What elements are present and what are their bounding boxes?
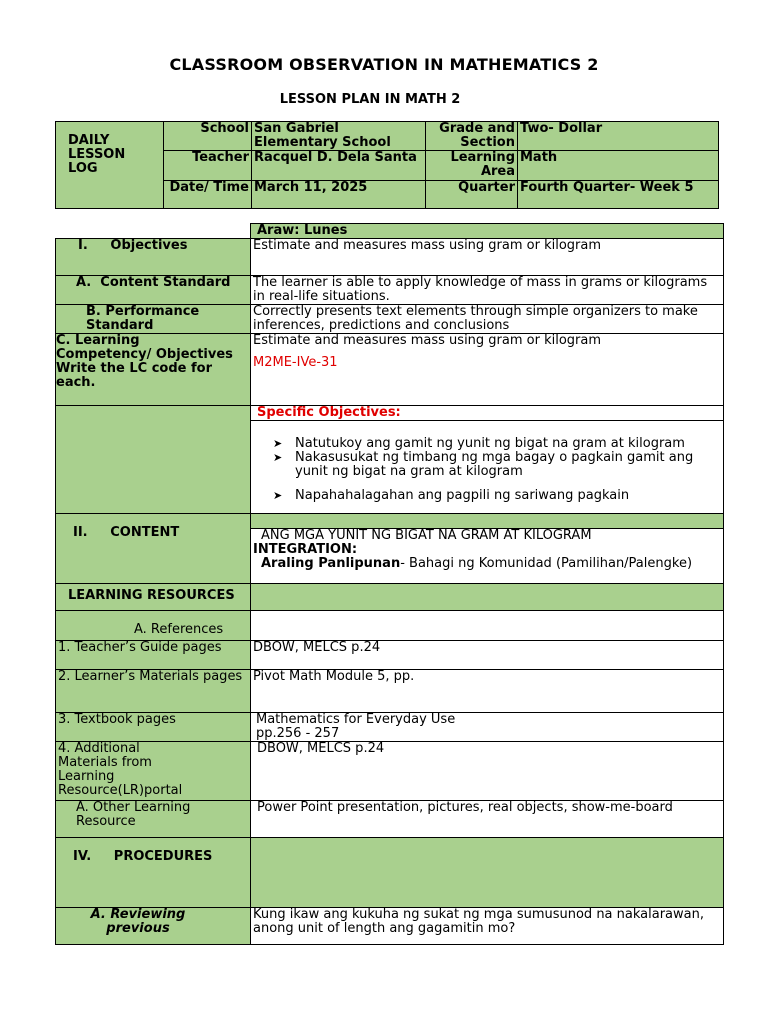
document-title: CLASSROOM OBSERVATION IN MATHEMATICS 2 [169,55,599,74]
integration-label: INTEGRATION: [253,542,358,557]
references-label: A. References [56,611,251,641]
date-value: March 11, 2025 [252,181,426,209]
integration-line: Araling Panlipunan- Bahagi ng Komunidad (Pamilihan/Palengke) [261,556,693,571]
learners-materials-value: Pivot Math Module 5, pp. [251,670,724,713]
quarter-label: Quarter [426,181,518,209]
document-subtitle: LESSON PLAN IN MATH 2 [279,92,461,107]
specific-objective-item: ➤ Napahahalagahan ang pagpili ng sariwang pagkain [273,488,630,503]
reviewing-previous-label: A. Reviewing previous [56,908,251,945]
teacher-value: Racquel D. Dela Santa [252,151,426,181]
procedures-value [251,838,724,908]
grade-value: Two- Dollar [518,122,719,151]
specific-objective-item: ➤ Nakasusukat ng timbang ng mga bagay o pagkain gamit ang yunit ng bigat na gram at kilogram [273,450,694,479]
specific-objective-item: ➤ Natutukoy ang gamit ng yunit ng bigat na gram at kilogram [273,436,685,451]
daily-lesson-log-label: DAILY LESSON LOG [56,122,164,209]
competency-code: M2ME-IVe-31 [253,355,338,370]
specific-objectives-label-cell [56,406,251,514]
specific-objectives-cell [251,406,724,514]
procedures-label: IV. PROCEDURES [56,838,251,908]
content-standard-label: A. Content Standard [56,276,251,305]
teachers-guide-value: DBOW, MELCS p.24 [251,641,724,670]
header-table [55,121,719,209]
content-standard-value: The learner is able to apply knowledge of mass in grams or kilograms in real-life situations. [251,276,724,305]
learners-materials-label: 2. Learner’s Materials pages [56,670,251,713]
other-resources-value: Power Point presentation, pictures, real objects, show-me-board [251,801,724,838]
competency-label: C. Learning Competency/ Objectives Write the LC code for each. [56,334,251,406]
content-band [251,514,723,529]
other-resources-label: A. Other Learning Resource [56,801,251,838]
lesson-plan-table [55,223,724,945]
arrow-bullet-icon: ➤ [273,489,283,502]
content-cell [251,514,724,584]
references-value [251,611,724,641]
performance-standard-value: Correctly presents text elements through simple organizers to make inferences, predictions and conclusions [251,305,724,334]
quarter-value: Fourth Quarter- Week 5 [518,181,719,209]
learning-resources-label: LEARNING RESOURCES [56,584,251,611]
day-label: Araw: Lunes [251,224,724,239]
content-label: II. CONTENT [56,514,251,584]
textbook-label: 3. Textbook pages [56,713,251,742]
competency-value: Estimate and measures mass using gram or kilogram [253,333,602,348]
additional-materials-label: 4. Additional Materials from Learning Resource(LR)portal [56,742,251,801]
specific-objectives-list [251,437,723,503]
additional-materials-value: DBOW, MELCS p.24 [251,742,724,801]
reviewing-previous-value: Kung ikaw ang kukuha ng sukat ng mga sumusunod na nakalarawan, anong unit of length ang gagamitin mo? [251,908,724,945]
learning-area-value: Math [518,151,719,181]
content-value: ANG MGA YUNIT NG BIGAT NA GRAM AT KILOGRAM [261,528,592,543]
school-value: San Gabriel Elementary School [252,122,426,151]
school-label: School [164,122,252,151]
objectives-value: Estimate and measures mass using gram or kilogram [251,239,724,276]
performance-standard-label: B. Performance Standard [56,305,251,334]
grade-label: Grade and Section [426,122,518,151]
learning-resources-value [251,584,724,611]
competency-cell [251,334,724,406]
objectives-label: I. Objectives [56,239,251,276]
arrow-bullet-icon: ➤ [273,437,283,450]
teachers-guide-label: 1. Teacher’s Guide pages [56,641,251,670]
learning-area-label: Learning Area [426,151,518,181]
date-label: Date/ Time [164,181,252,209]
arrow-bullet-icon: ➤ [273,451,283,464]
teacher-label: Teacher [164,151,252,181]
textbook-value: Mathematics for Everyday Use pp.256 - 257 [251,713,724,742]
specific-objectives-heading: Specific Objectives: [251,406,723,421]
